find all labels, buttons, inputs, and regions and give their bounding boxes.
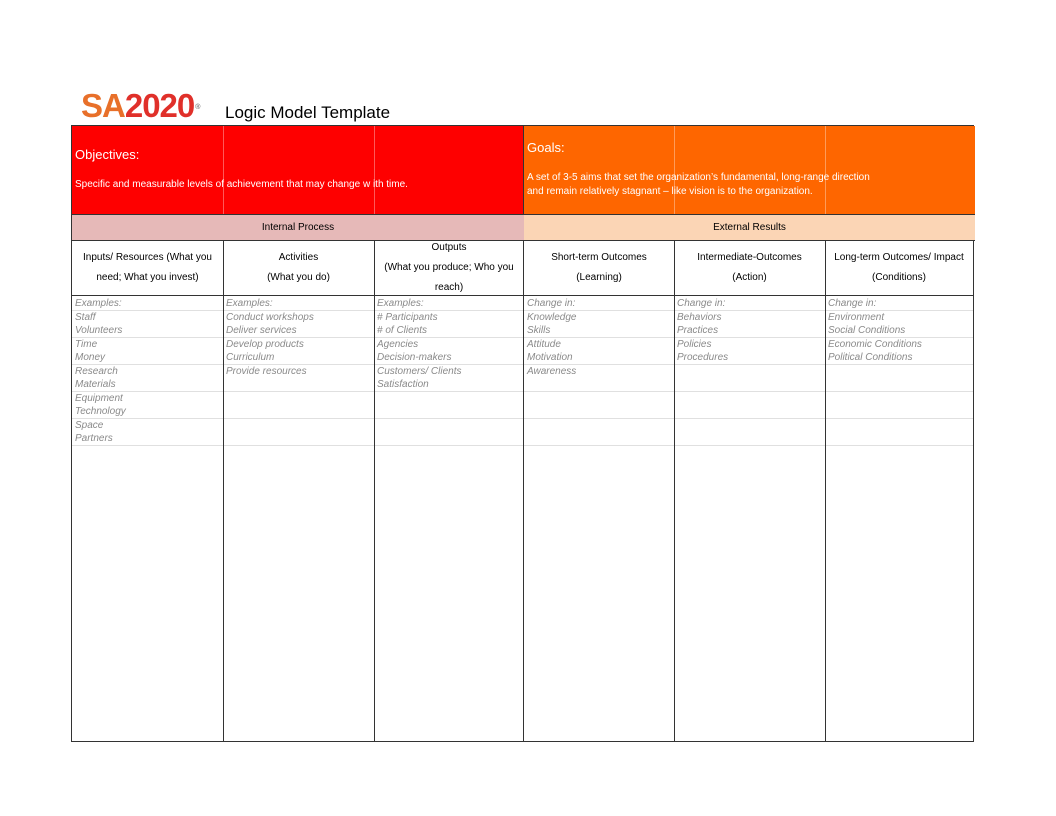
list-item: Examples: bbox=[226, 298, 273, 309]
list-item: Change in: bbox=[828, 298, 877, 309]
sa2020-logo bbox=[81, 88, 199, 124]
column-body-intermediate bbox=[674, 296, 825, 741]
list-item: Equipment bbox=[75, 392, 123, 404]
column-body-short-term bbox=[524, 296, 674, 741]
column-header-short-term bbox=[524, 241, 674, 296]
list-item: Satisfaction bbox=[377, 379, 429, 390]
list-item: Policies bbox=[677, 338, 712, 350]
list-item: Motivation bbox=[527, 352, 573, 363]
list-item: # of Clients bbox=[377, 325, 428, 336]
list-item: Provide resources bbox=[226, 365, 307, 377]
list-item: Agencies bbox=[377, 338, 419, 350]
column-divider bbox=[825, 241, 826, 741]
column-header-line: Activities bbox=[278, 252, 319, 263]
column-header-line: Intermediate-Outcomes bbox=[697, 252, 802, 263]
list-item: Money bbox=[75, 352, 106, 363]
list-item: Time bbox=[75, 338, 98, 350]
list-item: Economic Conditions bbox=[828, 338, 922, 350]
column-header-outputs bbox=[374, 241, 524, 296]
list-item: Knowledge bbox=[527, 311, 577, 323]
list-item: Deliver services bbox=[226, 325, 297, 336]
column-divider bbox=[223, 241, 224, 741]
goals-band bbox=[524, 126, 975, 214]
column-header-line: Short-term Outcomes bbox=[551, 252, 647, 263]
objectives-band bbox=[72, 126, 524, 214]
list-item: Change in: bbox=[527, 298, 576, 309]
column-body-activities bbox=[223, 296, 374, 741]
list-item: Examples: bbox=[75, 298, 122, 309]
goals-description bbox=[527, 171, 870, 199]
column-divider bbox=[374, 241, 375, 741]
list-item: Behaviors bbox=[677, 311, 722, 323]
column-header-inputs: Inputs/ Resources (What you need; What you invest) bbox=[72, 241, 223, 296]
list-item: Decision-makers bbox=[377, 352, 452, 363]
list-item: Examples: bbox=[377, 298, 424, 309]
column-divider bbox=[674, 241, 675, 741]
list-item: Conduct workshops bbox=[226, 311, 314, 323]
column-body-outputs bbox=[374, 296, 524, 741]
logo-registered-mark: ® bbox=[195, 104, 201, 111]
list-item: Technology bbox=[75, 406, 126, 417]
page-title: Logic Model Template bbox=[225, 103, 391, 122]
logic-model-table bbox=[71, 125, 974, 742]
list-item: Customers/ Clients bbox=[377, 365, 462, 377]
list-item: Awareness bbox=[527, 365, 577, 377]
column-header-line: Outputs bbox=[431, 242, 467, 253]
list-item: # Participants bbox=[377, 311, 438, 323]
list-item: Attitude bbox=[527, 338, 561, 350]
list-item: Develop products bbox=[226, 338, 304, 350]
list-item: Materials bbox=[75, 379, 116, 390]
list-item: Practices bbox=[677, 325, 719, 336]
column-header-activities bbox=[223, 241, 374, 296]
column-header-line: (Learning) bbox=[576, 272, 622, 283]
list-item: Staff bbox=[75, 311, 96, 323]
list-item: Curriculum bbox=[226, 352, 275, 363]
column-header-line: Long-term Outcomes/ Impact bbox=[834, 252, 964, 263]
column-header-line: (Action) bbox=[732, 272, 767, 283]
objectives-description: Specific and measurable levels of achievement that may change w ith time. bbox=[75, 179, 408, 190]
column-header-intermediate bbox=[674, 241, 825, 296]
column-body-long-term bbox=[825, 296, 973, 741]
column-body-inputs bbox=[72, 296, 223, 741]
column-header-line: (What you do) bbox=[267, 272, 330, 283]
list-item: Space bbox=[75, 419, 104, 431]
list-item: Political Conditions bbox=[828, 352, 913, 363]
column-header-long-term bbox=[825, 241, 973, 296]
list-item: Skills bbox=[527, 325, 551, 336]
column-header-line: (What you produce; Who you reach) bbox=[384, 262, 514, 293]
list-item: Procedures bbox=[677, 352, 729, 363]
list-item: Volunteers bbox=[75, 325, 123, 336]
goals-title: Goals: bbox=[527, 140, 565, 155]
list-item: Change in: bbox=[677, 298, 726, 309]
list-item: Environment bbox=[828, 311, 885, 323]
list-item: Social Conditions bbox=[828, 325, 906, 336]
list-item: Partners bbox=[75, 433, 113, 444]
goals-description-line-1: A set of 3-5 aims that set the organization’s fundamental, long-range direction bbox=[527, 172, 870, 183]
internal-process-header: Internal Process bbox=[72, 214, 524, 241]
logo-year: 2020 bbox=[124, 87, 195, 124]
column-header-line: (Conditions) bbox=[872, 272, 926, 283]
objectives-title: Objectives: bbox=[75, 147, 140, 162]
list-item: Research bbox=[75, 365, 118, 377]
goals-description-line-2: and remain relatively stagnant – like vision is to the organization. bbox=[527, 186, 813, 197]
external-results-header: External Results bbox=[524, 214, 975, 241]
logo-sa: SA bbox=[81, 87, 125, 124]
column-divider bbox=[523, 241, 524, 741]
